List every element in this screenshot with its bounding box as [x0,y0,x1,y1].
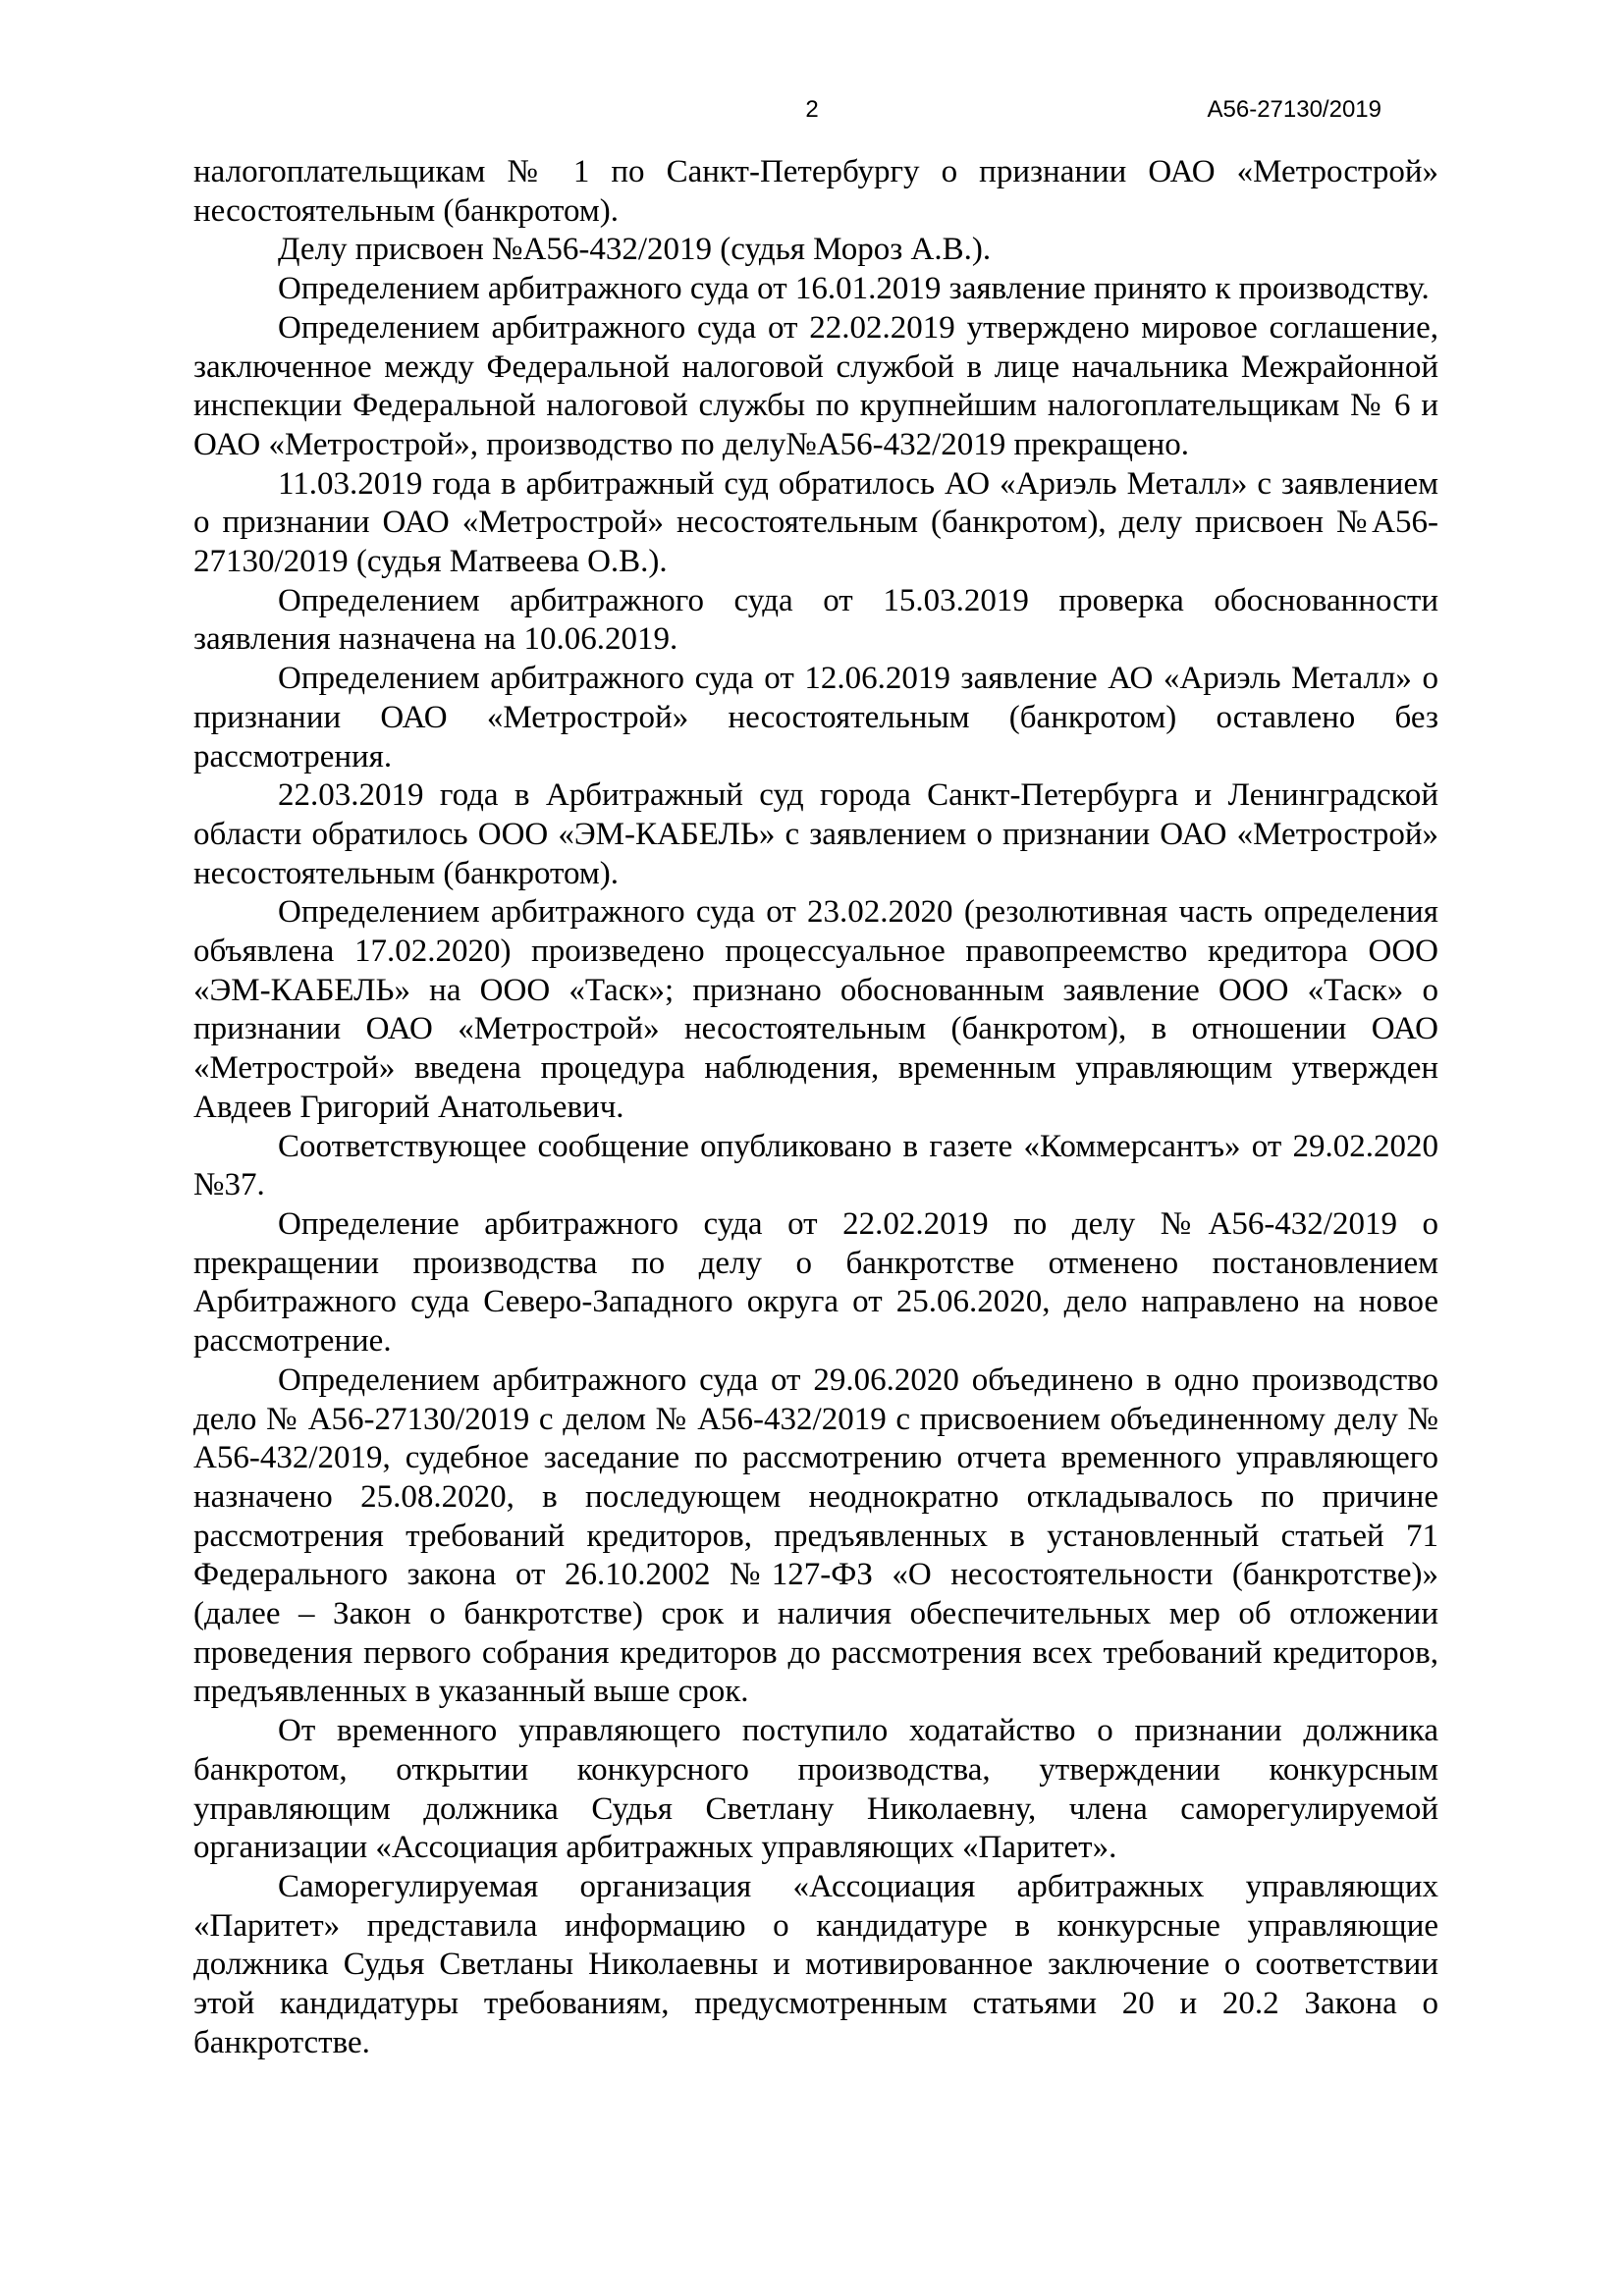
paragraph: 11.03.2019 года в арбитражный суд обратилось АО «Ариэль Металл» с заявлением о признании ОАО «Метрострой» несостоятельным (банкротом), делу присвоен №А56-27130/2019 (судья Матвеева О.В.). [193,465,1438,580]
paragraph: От временного управляющего поступило ходатайство о признании должника банкротом, открытии конкурсного производства, утверждении конкурсным управляющим должника Судья Светлану Николаевну, члена саморегулируемой организации «Ассоциация арбитражных управляющих «Паритет». [193,1713,1438,1866]
document-body [193,153,1438,2062]
paragraph: 22.03.2019 года в Арбитражный суд города Санкт-Петербурга и Ленинградской области обратилось ООО «ЭМ-КАБЕЛЬ» с заявлением о признании ОАО «Метрострой» несостоятельным (банкротом). [193,777,1438,891]
case-number: А56-27130/2019 [1207,96,1381,123]
paragraph: Соответствующее сообщение опубликовано в газете «Коммерсантъ» от 29.02.2020 №37. [193,1128,1438,1203]
paragraph: Определением арбитражного суда от 23.02.2020 (резолютивная часть определения объявлена 17.02.2020) произведено процессуальное правопреемство кредитора ООО «ЭМ-КАБЕЛЬ» на ООО «Таск»; признано обоснованным заявление ООО «Таск» о признании ОАО «Метрострой» несостоятельным (банкротом), в отношении ОАО «Метрострой» введена процедура наблюдения, временным управляющим утвержден Авдеев Григорий Анатольевич. [193,894,1438,1125]
page-number: 2 [805,96,819,123]
paragraph: Определением арбитражного суда от 22.02.2019 утверждено мировое соглашение, заключенное между Федеральной налоговой службой в лице начальника Межрайонной инспекции Федеральной налоговой службы по крупнейшим налогоплательщикам № 6 и ОАО «Метрострой», производство по делу№А56-432/2019 прекращено. [193,309,1438,462]
paragraph: Саморегулируемая организация «Ассоциация арбитражных управляющих «Паритет» представила информацию о кандидатуре в конкурсные управляющие должника Судья Светланы Николаевны и мотивированное заключение о соответствии этой кандидатуры требованиям, предусмотренным статьями 20 и 20.2 Закона о банкротстве. [193,1868,1438,2060]
paragraph: Делу присвоен №А56-432/2019 (судья Мороз А.В.). [278,232,992,268]
paragraph-continuation: налогоплательщикам № 1 по Санкт-Петербургу о признании ОАО «Метрострой» несостоятельным (банкротом). [193,154,1438,229]
paragraph: Определением арбитражного суда от 12.06.2019 заявление АО «Ариэль Металл» о признании ОАО «Метрострой» несостоятельным (банкротом) оставлено без рассмотрения. [193,661,1438,774]
paragraph: Определением арбитражного суда от 15.03.2019 проверка обоснованности заявления назначена на 10.06.2019. [193,582,1438,658]
paragraph: Определением арбитражного суда от 16.01.2019 заявление принято к производству. [278,271,1430,307]
paragraph: Определением арбитражного суда от 29.06.2020 объединено в одно производство дело № А56-27130/2019 с делом № А56-432/2019 с присвоением объединенному делу № А56-432/2019, судебное заседание по рассмотрению отчета временного управляющего назначено 25.08.2020, в последующем неоднократно откладывалось по причине рассмотрения требований кредиторов, предъявленных в установленный статьей 71 Федерального закона от 26.10.2002 №127-ФЗ «О несостоятельности (банкротстве)» (далее – Закон о банкротстве) срок и наличия обеспечительных мер об отложении проведения первого собрания кредиторов до рассмотрения всех требований кредиторов, предъявленных в указанный выше срок. [193,1362,1438,1710]
paragraph: Определение арбитражного суда от 22.02.2019 по делу №А56-432/2019 о прекращении производства по делу о банкротстве отменено постановлением Арбитражного суда Северо-Западного округа от 25.06.2020, дело направлено на новое рассмотрение. [193,1205,1438,1360]
